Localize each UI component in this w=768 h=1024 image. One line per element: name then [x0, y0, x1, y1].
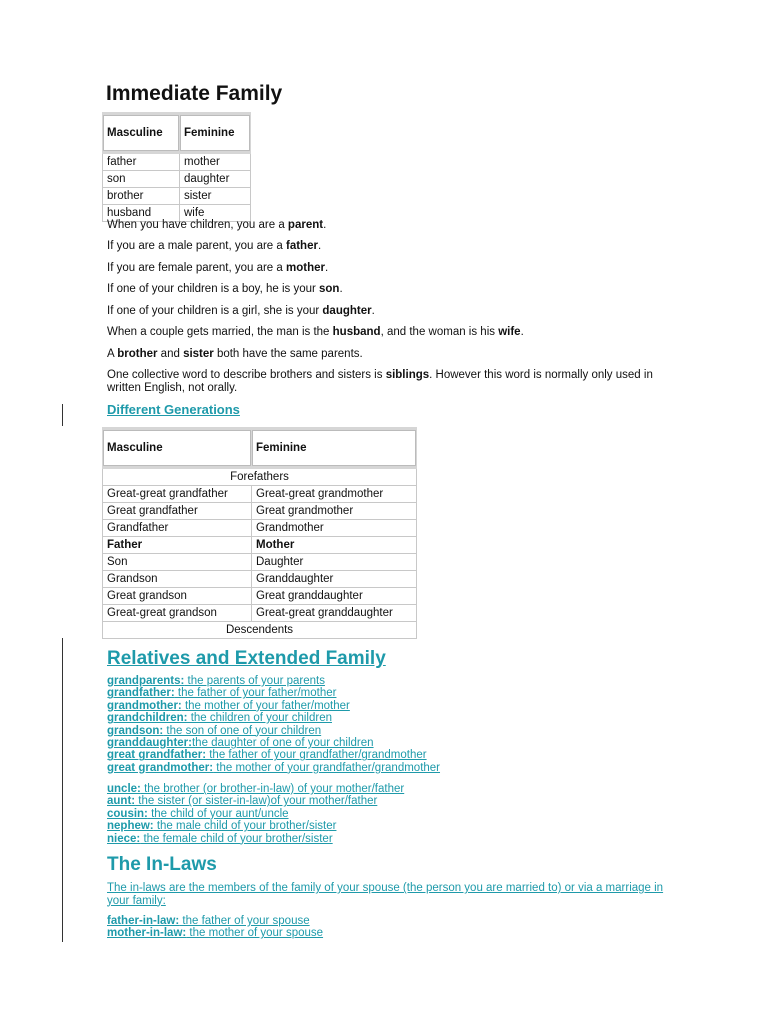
cell-feminine: Grandmother: [252, 520, 417, 537]
list-item[interactable]: grandmother: the mother of your father/mother: [107, 699, 350, 712]
cell-masculine: brother: [103, 188, 180, 205]
cell-feminine: wife: [180, 205, 251, 222]
list-item[interactable]: great grandfather: the father of your grandfather/grandmother: [107, 749, 427, 762]
list-item[interactable]: grandson: the son of one of your children: [107, 724, 322, 737]
cell-masculine: Father: [103, 537, 252, 554]
paragraph-husband-wife: When a couple gets married, the man is the husband, and the woman is his wife.: [107, 326, 524, 338]
table-row: [103, 554, 417, 571]
immediate-family-table: [102, 112, 251, 222]
list-item[interactable]: grandfather: the father of your father/mother: [107, 687, 337, 700]
cell-masculine: Great grandson: [103, 588, 252, 605]
list-item[interactable]: grandchildren: the children of your children: [107, 712, 332, 725]
cell-masculine: Son: [103, 554, 252, 571]
table-header-row: [103, 429, 417, 468]
cell-masculine: husband: [103, 205, 180, 222]
table-row: [103, 588, 417, 605]
list-item[interactable]: mother-in-law: the mother of your spouse: [107, 927, 324, 940]
cell-feminine: Great grandmother: [252, 503, 417, 520]
table-row: [103, 188, 251, 205]
cell-feminine: Great-great granddaughter: [252, 605, 417, 622]
cell-masculine: Grandson: [103, 571, 252, 588]
table-row: [103, 503, 417, 520]
cell-feminine: Mother: [252, 537, 417, 554]
cell-masculine: father: [103, 153, 180, 171]
heading-immediate-family: Immediate Family: [106, 82, 283, 105]
cell-feminine: Great-great grandmother: [252, 486, 417, 503]
generations-table: [102, 427, 417, 639]
table-row: [103, 153, 251, 171]
extended-family-list: [107, 783, 404, 845]
table-row: [103, 537, 417, 554]
paragraph-brother-sister: A brother and sister both have the same parents.: [107, 348, 363, 360]
cell-feminine: Granddaughter: [252, 571, 417, 588]
cell-feminine: sister: [180, 188, 251, 205]
cell-masculine: Grandfather: [103, 520, 252, 537]
table-row: [103, 468, 417, 486]
cell-masculine: Great-great grandfather: [103, 486, 252, 503]
header-feminine: Feminine: [180, 114, 251, 153]
in-laws-list: [107, 915, 323, 940]
paragraph-son: If one of your children is a boy, he is your son.: [107, 283, 343, 295]
list-item[interactable]: niece: the female child of your brother/sister: [107, 832, 333, 845]
in-laws-intro[interactable]: The in-laws are the members of the family of your spouse (the person you are married to) or via a marriage in your family:: [107, 882, 664, 907]
paragraph-father: If you are a male parent, you are a father.: [107, 240, 322, 252]
relatives-list: [107, 675, 440, 774]
heading-relatives[interactable]: Relatives and Extended Family: [107, 648, 386, 669]
header-feminine: Feminine: [252, 429, 417, 468]
header-masculine: Masculine: [103, 114, 180, 153]
paragraph-daughter: If one of your children is a girl, she is your daughter.: [107, 305, 375, 317]
list-item[interactable]: nephew: the male child of your brother/sister: [107, 820, 337, 833]
table-row: [103, 486, 417, 503]
text-cursor: [62, 404, 63, 426]
cell-feminine: Great granddaughter: [252, 588, 417, 605]
list-item[interactable]: cousin: the child of your aunt/uncle: [107, 807, 289, 820]
list-item[interactable]: father-in-law: the father of your spouse: [107, 915, 310, 927]
paragraph-mother: If you are female parent, you are a mother.: [107, 262, 329, 274]
cell-masculine: son: [103, 171, 180, 188]
table-row: [103, 605, 417, 622]
descendents-label: Descendents: [103, 622, 417, 639]
heading-different-generations[interactable]: Different Generations: [107, 402, 240, 417]
cell-masculine: Great-great grandson: [103, 605, 252, 622]
list-item[interactable]: grandparents: the parents of your parents: [107, 675, 325, 687]
table-row: [103, 171, 251, 188]
table-row: [103, 622, 417, 639]
paragraph-parent: When you have children, you are a parent.: [107, 219, 327, 231]
heading-in-laws: The In-Laws: [107, 854, 217, 875]
list-item[interactable]: granddaughter:the daughter of one of your children: [107, 737, 374, 750]
list-item[interactable]: great grandmother: the mother of your grandfather/grandmother: [107, 761, 441, 774]
paragraph-siblings: One collective word to describe brothers and sisters is siblings. However this word is normally only used in written English, not orally.: [107, 369, 653, 394]
cell-feminine: daughter: [180, 171, 251, 188]
margin-line: [62, 638, 63, 942]
table-row: [103, 520, 417, 537]
table-header-row: [103, 114, 251, 153]
cell-feminine: mother: [180, 153, 251, 171]
list-item[interactable]: aunt: the sister (or sister-in-law)of your mother/father: [107, 795, 378, 808]
header-masculine: Masculine: [103, 429, 252, 468]
cell-feminine: Daughter: [252, 554, 417, 571]
forefathers-label: Forefathers: [103, 468, 417, 486]
cell-masculine: Great grandfather: [103, 503, 252, 520]
table-row: [103, 571, 417, 588]
list-item[interactable]: uncle: the brother (or brother-in-law) of your mother/father: [107, 783, 405, 795]
